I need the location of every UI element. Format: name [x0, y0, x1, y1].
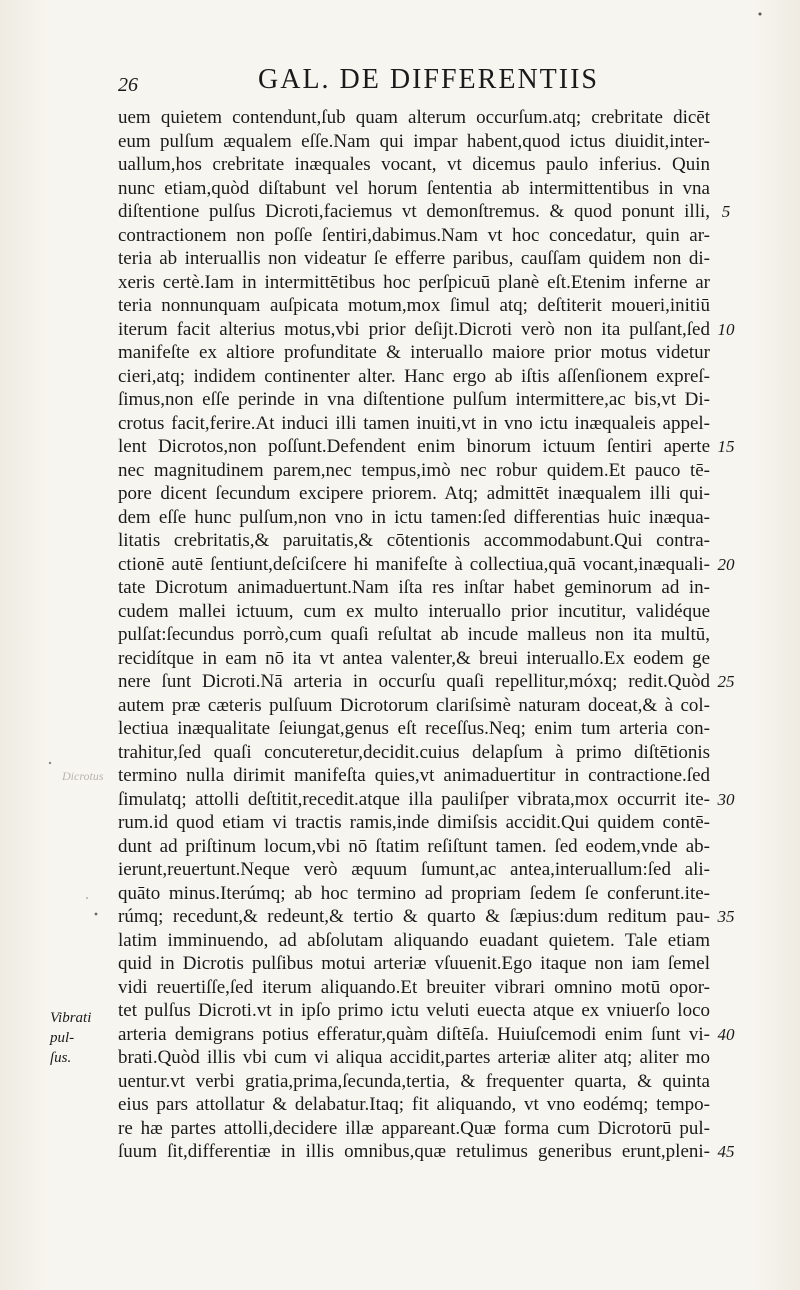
line-number: 20 — [717, 554, 735, 574]
page-number: 26 — [118, 74, 138, 96]
line-number: 25 — [717, 672, 735, 691]
text-line: trahitur,ſed quaſi concuteretur,decidit.cuius delapſum à primo diſtētionis — [118, 741, 710, 763]
text-line: dem eſſe hunc pulſum,non vno in ictu tamen:ſed differentias huic inæqua- — [118, 506, 710, 528]
line-number: 5 — [721, 202, 731, 221]
text-line: brati.Quòd illis vbi cum vi aliqua accidit,partes arteriæ aliter atq; aliter mo — [118, 1047, 710, 1068]
text-line: iterum facit alterius motus,vbi prior deſijt.Dicroti verò non ita pulſant,ſed — [118, 318, 710, 340]
text-line: rúmq; recedunt,& redeunt,& tertio & quarto & ſæpius:dum reditum pau- — [118, 906, 710, 927]
text-line: dunt ad priſtinum locum,vbi nō ſtatim reſiſtunt tamen. ſed eodem,vnde ab- — [118, 835, 710, 857]
text-line: recidítque in eam nō ita vt antea valenter,& breui interuallo.Ex eodem ge — [118, 647, 710, 669]
text-line: cudem mallei ictuum, cum ex multo interuallo prior incutitur, validéque — [118, 600, 710, 622]
line-number: 35 — [717, 907, 735, 926]
text-line: xeris certè.Iam in intermittētibus hoc perſpicuū planè eſt.Etenim inferne ar — [118, 271, 710, 293]
text-line: ſimulatq; attolli deſtitit,recedit.atque illa pauliſper vibrata,mox occurrit ite- — [118, 788, 710, 810]
text-line: nec magnitudinem parem,nec tempus,imò nec robur quidem.Et pauco tē- — [118, 459, 710, 481]
margin-note-text: Vibrati pul- ſus. — [50, 1010, 92, 1066]
text-line: tate Dicrotum animaduertunt.Nam iſta res inſtar habet geminorum ad in- — [118, 577, 710, 598]
text-line: manifeſte ex altiore profunditate & interuallo maiore prior motus videtur — [118, 342, 710, 363]
text-line: contractionem non poſſe ſentiri,dabimus.Nam vt hoc concedatur, quin ar- — [118, 224, 710, 246]
text-line: quāto minus.Iterúmq; ab hoc termino ad propriam ſedem ſe conferunt.ite- — [118, 882, 710, 904]
text-line: uem quietem contendunt,ſub quam alterum occurſum.atq; crebritate dicēt — [118, 107, 710, 128]
text-line: termino nulla dirimit manifeſta quies,vt animaduertitur in contractione.ſed — [118, 765, 710, 786]
text-line: quid in Dicrotis pulſibus motui arteriæ vſuuenit.Ego itaque non iam ſemel — [118, 953, 710, 974]
text-line: diſtentione pulſus Dicroti,faciemus vt demonſtremus. & quod ponunt illi, — [118, 201, 710, 222]
text-line: pore dicent ſecundum excipere priorem. Atq; admittēt inæqualem illi qui- — [118, 483, 710, 504]
text-line: crotus facit,ferire.At induci illi tamen inuiti,vt in vno ictu inæqualeis appel- — [118, 412, 710, 434]
text-line: ctionē autē ſentiunt,deſciſcere hi manifeſte à collectiua,quā vocant,inæquali- — [118, 553, 710, 575]
text-line: cieri,atq; indidem continenter alter. Hanc ergo ab iſtis aſſenſionem expreſ- — [118, 365, 710, 387]
text-line: latim imminuendo, ad abſolutam aliquando euadant quietem. Tale etiam — [118, 929, 710, 951]
bleed-through-note: Dicrotus — [62, 769, 104, 783]
text-line: nunc etiam,quòd diſtabunt vel horum ſententia ab intermittentibus in vna — [118, 177, 710, 199]
text-line: eum pulſum æqualem eſſe.Nam qui impar habent,quod ictus diuidit,inter- — [118, 130, 710, 152]
text-line: uentur.vt verbi gratia,prima,ſecunda,tertia, & frequenter quarta, & quinta — [118, 1070, 710, 1092]
text-line: vidi reuertiſſe,ſed iterum aliquando.Et breuiter vibrari omnino motū opor- — [118, 976, 710, 998]
text-line: lent Dicrotos,non poſſunt.Defendent enim binorum ictuum ſentiri aperte — [118, 436, 710, 457]
text-line: litatis crebritatis,& paruitatis,& cōtentionis accommodabunt.Qui contra- — [118, 530, 710, 551]
text-line: teria nonnunquam auſpicata motum,mox ſimul atq; deſtiterit moueri,initiū — [118, 295, 710, 316]
text-line: autem præ cæteris pulſuum Dicrotorum clariſsimè naturam doceat,& à col- — [118, 694, 710, 716]
line-number: 40 — [717, 1024, 735, 1044]
text-line: ierunt,reuertunt.Neque verò æquum ſumunt,ac antea,interuallum:ſed ali- — [118, 859, 710, 880]
line-number: 45 — [717, 1142, 735, 1161]
text-line: teria ab interuallis non videatur ſe efferre paribus, cauſſam quidem non di- — [118, 248, 710, 269]
text-line: ſimus,non eſſe perinde in vna diſtentione pulſum intermittere,ac bis,vt Di- — [118, 389, 710, 410]
running-head: GAL. DE DIFFERENTIIS — [258, 64, 599, 95]
text-line: nere ſunt Dicroti.Nā arteria in occurſu quaſi repellitur,móxq; redit.Quòd — [118, 671, 710, 692]
line-number: 30 — [717, 789, 735, 809]
text-line: tet pulſus Dicroti.vt in ipſo primo ictu veluti euecta atque ex vniuerſo loco — [118, 1000, 710, 1021]
text-line: re hæ partes attolli,decidere illæ appareant.Quæ forma cum Dicrotorū pul- — [118, 1117, 710, 1139]
line-number: 15 — [717, 437, 735, 456]
line-number: 10 — [717, 319, 735, 339]
text-line: ſuum ſit,differentiæ in illis omnibus,quæ retulimus generibus erunt,pleni- — [118, 1141, 710, 1162]
text-line: rum.id quod etiam vi tractis ramis,inde dimiſsis accidit.Qui quidem contē- — [118, 812, 710, 833]
text-line: eius pars attollatur & delabatur.Itaq; fit aliquando, vt vno eodémq; tempo- — [118, 1094, 710, 1115]
text-line: arteria demigrans potius efferatur,quàm diſtēſa. Huiuſcemodi enim ſunt vi- — [118, 1023, 710, 1045]
text-line: pulſat:ſecundus porrò,cum quaſi reſultat ab incude malleus non ita multū, — [118, 624, 710, 645]
text-line: lectiua inæqualitate ſeiungat,genus eſt receſſus.Neq; enim tum arteria con- — [118, 718, 710, 739]
text-line: uallum,hos crebritate inæquales vocant, vt dicemus paulo inferius. Quin — [118, 154, 710, 175]
